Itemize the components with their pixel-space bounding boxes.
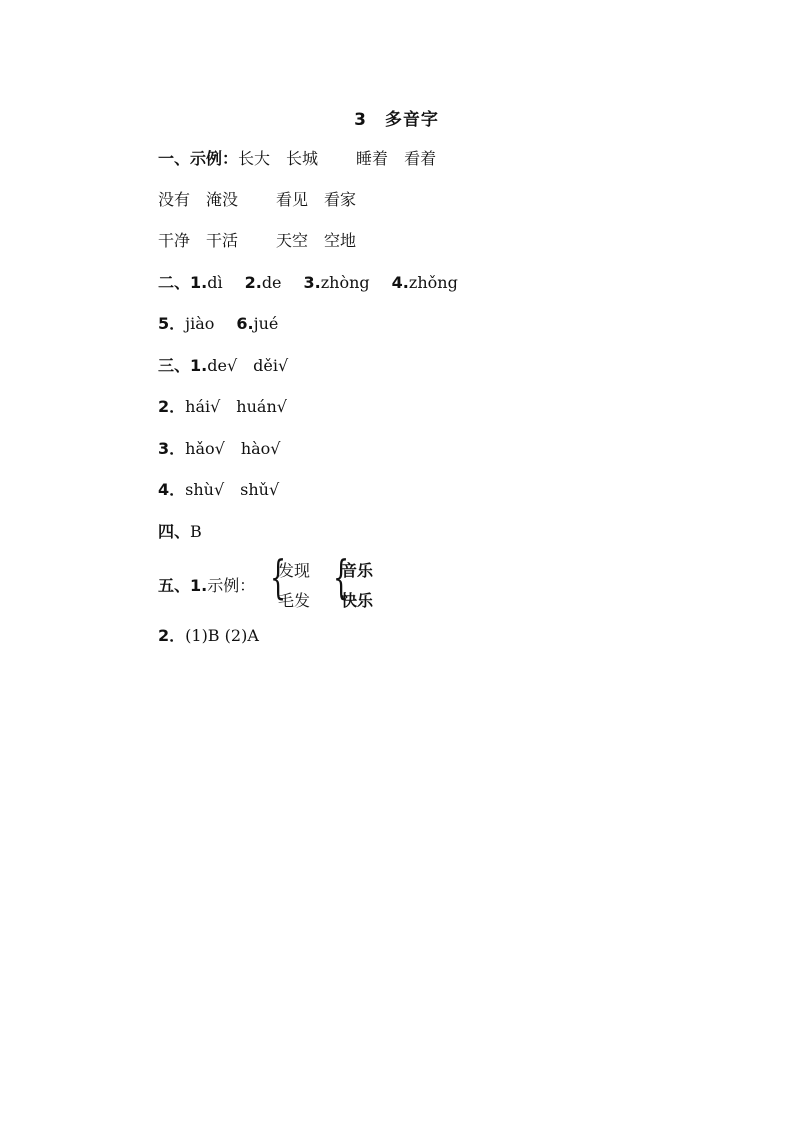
item-number: 2. xyxy=(244,273,262,292)
section3-row1 xyxy=(158,355,288,377)
brace-group-1 xyxy=(270,550,330,616)
item-number: 1. xyxy=(190,356,208,375)
item-number: 3. xyxy=(303,273,321,292)
brace-word: 快乐 xyxy=(341,591,374,610)
section1-word: 睡着 xyxy=(356,149,389,168)
section1-row3 xyxy=(158,230,356,252)
pinyin-answer: shǔ√ xyxy=(240,480,280,499)
section5-row2 xyxy=(158,625,259,647)
pinyin-answer: jiào xyxy=(185,314,215,333)
pinyin-answer: zhòng xyxy=(320,273,370,292)
section2-row1 xyxy=(158,272,458,294)
pinyin-answer: dì xyxy=(207,273,223,292)
section5-row1 xyxy=(158,575,255,597)
example-label: 示例： xyxy=(207,576,256,595)
section1-word: 空地 xyxy=(324,231,357,250)
section3-row2 xyxy=(158,396,287,418)
page-title xyxy=(0,105,793,130)
section5-item2-text: (1)B (2)A xyxy=(185,626,259,645)
item-number: 4． xyxy=(158,480,186,499)
section1-word: 没有 xyxy=(158,190,191,209)
item-number: 1. xyxy=(190,273,208,292)
section1-word: 看着 xyxy=(404,149,437,168)
item-number: 5． xyxy=(158,314,186,333)
section1-word: 看见 xyxy=(276,190,309,209)
section4-prefix: 四、 xyxy=(158,522,191,541)
pinyin-answer: jué xyxy=(253,314,279,333)
section1-prefix: 一、示例： xyxy=(158,149,239,168)
section1-word: 干净 xyxy=(158,231,191,250)
section1-word: 淹没 xyxy=(206,190,239,209)
section1-row1 xyxy=(158,148,436,170)
section3-row4 xyxy=(158,479,279,501)
item-number: 1. xyxy=(190,576,208,595)
item-number: 6. xyxy=(236,314,254,333)
section1-word: 长城 xyxy=(286,149,319,168)
section3-prefix: 三、 xyxy=(158,356,191,375)
left-brace-icon: { xyxy=(333,550,350,604)
pinyin-answer: huán√ xyxy=(236,397,287,416)
section1-word: 干活 xyxy=(206,231,239,250)
pinyin-answer: shù√ xyxy=(185,480,225,499)
title-number: 3 xyxy=(354,110,367,130)
pinyin-answer: hái√ xyxy=(185,397,221,416)
pinyin-answer: de√ xyxy=(207,356,238,375)
brace-group-2 xyxy=(333,550,393,616)
section1-word: 天空 xyxy=(276,231,309,250)
item-number: 2． xyxy=(158,397,186,416)
section2-row2 xyxy=(158,313,278,335)
section2-prefix: 二、 xyxy=(158,273,191,292)
brace-word: 音乐 xyxy=(341,561,374,580)
section1-word: 长大 xyxy=(238,149,271,168)
left-brace-icon: { xyxy=(270,550,287,604)
item-number: 3． xyxy=(158,439,186,458)
brace-word: 发现 xyxy=(278,561,311,580)
section5-prefix: 五、 xyxy=(158,576,191,595)
title-text: 多音字 xyxy=(384,110,439,130)
item-number: 4. xyxy=(391,273,409,292)
pinyin-answer: hǎo√ xyxy=(185,439,225,458)
section1-row2 xyxy=(158,189,356,211)
pinyin-answer: děi√ xyxy=(253,356,289,375)
pinyin-answer: hào√ xyxy=(240,439,281,458)
brace-word: 毛发 xyxy=(278,591,311,610)
section1-word: 看家 xyxy=(324,190,357,209)
pinyin-answer: zhǒng xyxy=(408,273,458,292)
section4-answer: B xyxy=(190,522,202,541)
section4-row xyxy=(158,521,202,543)
section3-row3 xyxy=(158,438,280,460)
pinyin-answer: de xyxy=(261,273,282,292)
item-number: 2． xyxy=(158,626,186,645)
